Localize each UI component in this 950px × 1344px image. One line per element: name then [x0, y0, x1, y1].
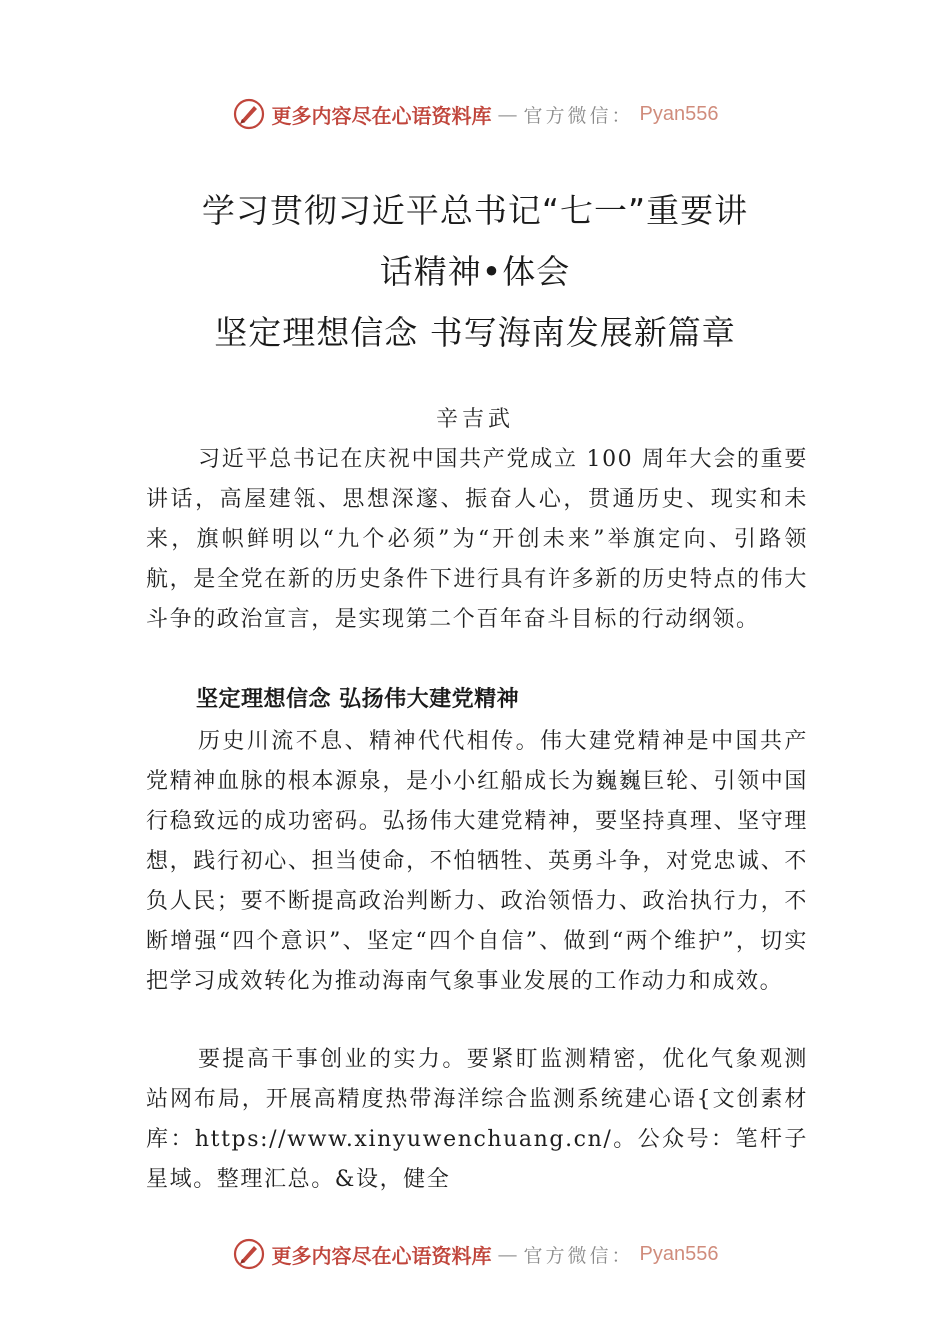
watermark-header	[0, 94, 950, 134]
document-title	[0, 180, 950, 363]
watermark-site-text: 更多内容尽在心语资料库	[271, 103, 492, 128]
watermark-dash: —	[497, 102, 518, 126]
pen-logo-icon	[232, 97, 266, 131]
paragraph-text: 历史川流不息、精神代代相传。伟大建党精神是中国共产党精神血脉的根本源泉，是小小红船成长为巍巍巨轮、引领中国行稳致远的成功密码。弘扬伟大建党精神，要坚持真理、坚守理想，践行初心、担当使命，不怕牺牲、英勇斗争，对党忠诚、不负人民；要不断提高政治判断力、政治领悟力、政治执行力，不断增强“四个意识”、坚定“四个自信”、做到“两个维护”，切实把学习成效转化为推动海南气象事业发展的工作动力和成效。	[146, 729, 808, 994]
watermark-dash: —	[497, 1242, 518, 1266]
watermark-site-text: 更多内容尽在心语资料库	[271, 1243, 492, 1268]
paragraph-text: 习近平总书记在庆祝中国共产党成立 100 周年大会的重要讲话，高屋建瓴、思想深邃、振奋人心，贯通历史、现实和未来，旗帜鲜明以“九个必须”为“开创未来”举旗定向、引路领航，是全党在新的历史条件下进行具有许多新的历史特点的伟大斗争的政治宣言，是实现第二个百年奋斗目标的行动纲领。	[146, 447, 808, 632]
paragraph-intro	[146, 440, 808, 640]
author-name: 辛吉武	[435, 407, 514, 432]
title-line-2: 话精神•体会	[379, 252, 571, 291]
paragraph-spirit	[146, 722, 808, 1002]
watermark-wechat-id: Pyan556	[639, 1242, 719, 1265]
paragraph-text: 要提高干事创业的实力。要紧盯监测精密，优化气象观测站网布局，开展高精度热带海洋综合监测系统建心语{文创素材库：https://www.xinyuwenchuang.cn/。公众号：笔杆子星域。整理汇总。&设，健全	[146, 1047, 808, 1192]
pen-logo-icon	[232, 1237, 266, 1271]
paragraph-ability	[146, 1040, 808, 1200]
watermark-wechat-label: 官方微信：	[523, 1244, 634, 1267]
title-line-3: 坚定理想信念 书写海南发展新篇章	[214, 313, 736, 352]
watermark-wechat-id: Pyan556	[639, 102, 719, 125]
watermark-wechat-label: 官方微信：	[523, 104, 634, 127]
section-heading: 坚定理想信念 弘扬伟大建党精神	[196, 687, 520, 712]
watermark-footer	[0, 1234, 950, 1274]
title-line-1: 学习贯彻习近平总书记“七一”重要讲	[201, 191, 749, 230]
